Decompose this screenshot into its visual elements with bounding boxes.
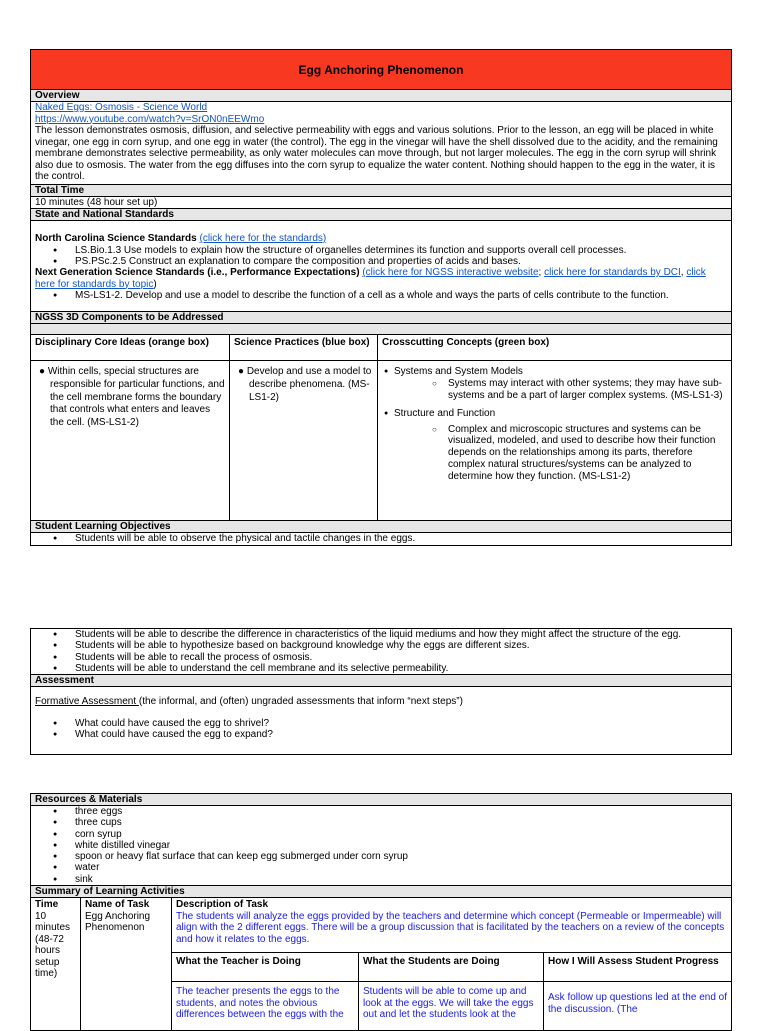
dci-text: Within cells, special structures are responsible for particular functions, and the cell membrane forms the boundary that controls what enters and leaves the cell. (MS-LS1-2): [47, 366, 225, 428]
ngss-standards-label: Next Generation Science Standards (i.e., Performance Expectations): [35, 267, 360, 279]
overview-text: The lesson demonstrates osmosis, diffusion, and selective permeability with eggs and various solutions. Prior to the lesson, an egg will be placed in white vinegar, one egg in corn syrup, and one egg in water (the control). The egg in the vinegar will have the shell dissolved due to the acidity, and the remaining membrane demonstrates selective permeability, as only water molecules can move through, but not larger molecules. The egg in the corn syrup will shrink also due to osmosis. The water from the egg diffuses into the corn syrup to equalize the water content. Nothing should happen to the egg in the water, it is the control.: [35, 125, 718, 182]
students-column-header: What the Students are Doing: [359, 953, 544, 981]
list-item: ● three eggs: [75, 806, 727, 817]
objectives-continued: [30, 628, 732, 675]
video-url-link[interactable]: https://www.youtube.com/watch?v=SrON0nEEWmo: [35, 113, 265, 125]
summary-table: [30, 898, 732, 1031]
teacher-column-header: What the Teacher is Doing: [172, 953, 359, 981]
list-item: ● What could have caused the egg to expand?: [75, 729, 727, 740]
ngss3d-column-content: [30, 361, 732, 521]
assessment-header: Assessment: [30, 675, 732, 687]
standards-header: State and National Standards: [30, 209, 732, 221]
list-item: ● water: [75, 862, 727, 873]
resources-header: Resources & Materials: [30, 793, 732, 806]
crosscutting-item-2: ● Structure and Function: [382, 408, 727, 420]
resources-body: [30, 806, 732, 886]
lesson-plan-table-page2: [30, 628, 732, 755]
list-item: ● Students will be able to understand the cell membrane and its selective permeability.: [75, 663, 727, 674]
lesson-plan-table-page3: [30, 793, 732, 1031]
lesson-plan-table-page1: [30, 49, 732, 546]
objectives-list: [35, 533, 727, 544]
teacher-activity: The teacher presents the eggs to the students, and notes the obvious differences between the eggs with the: [172, 982, 359, 1030]
time-header: Time: [35, 899, 59, 911]
title-bar: [30, 49, 732, 90]
objectives-body: [30, 533, 732, 545]
assess-activity: Ask follow up questions led at the end of the discussion. (The: [548, 992, 728, 1015]
ngss3d-header: NGSS 3D Components to be Addressed: [30, 312, 732, 324]
time-value: 10 minutes (48-72 hours setup time): [35, 910, 71, 980]
total-time-header: Total Time: [30, 185, 732, 197]
crosscutting-cell: [378, 361, 731, 520]
dci-cell: ● Within cells, special structures are responsible for particular functions, and the cell membrane forms the boundary that controls what enters and leaves the cell. (MS-LS1-2): [31, 361, 230, 520]
video-title-link[interactable]: Naked Eggs: Osmosis - Science World: [35, 102, 208, 113]
list-item: ● spoon or heavy flat surface that can keep egg submerged under corn syrup: [75, 851, 727, 862]
formative-label: Formative Assessment: [35, 696, 139, 708]
list-item: ● What could have caused the egg to shrivel?: [75, 718, 727, 729]
task-cell: [81, 898, 172, 1030]
dci-column-header: Disciplinary Core Ideas (orange box): [31, 335, 230, 360]
standards-body: North Carolina Science Standards (click here for the standards) ● LS.Bio.1.3 Use models to explain how the structure of organelles determines its function and supports overall cell processes. ● PS.PSc.2.5 Construct an explanation to compare the composition and properties of acids and bases. Next Generation Science Standards (i.e., Performance Expectations) (click here for NGSS interactive website; click here for standards by DCI, click here for standards by topic) ● MS-LS1-2. Develop and use a model to describe the function of a cell as a whole and ways the parts of cells contribute to the function.: [30, 221, 732, 312]
practices-column-header: Science Practices (blue box): [230, 335, 378, 360]
list-item: ● MS-LS1-2. Develop and use a model to describe the function of a cell as a whole and ways the parts of cells contribute to the function.: [75, 290, 727, 301]
list-item: ● white distilled vinegar: [75, 840, 727, 851]
nc-standards-list: [35, 245, 727, 268]
assessment-questions: [35, 718, 727, 741]
objectives-header: Student Learning Objectives: [30, 521, 732, 533]
resources-list: [35, 806, 727, 885]
page-title: Egg Anchoring Phenomenon: [298, 62, 464, 77]
students-activity: Students will be able to come up and look at the eggs. We will take the eggs out and let the students look at the: [359, 982, 544, 1030]
task-value: Egg Anchoring Phenomenon: [85, 910, 151, 934]
list-item: ● three cups: [75, 817, 727, 828]
crosscutting-item-1: ● Systems and System Models: [382, 366, 727, 378]
list-item: ● Students will be able to recall the process of osmosis.: [75, 652, 727, 663]
overview-header: Overview: [30, 90, 732, 102]
activity-column-headers: [172, 953, 731, 982]
nc-standards-label: North Carolina Science Standards: [35, 233, 197, 244]
nc-standards-link[interactable]: (click here for the standards): [199, 233, 327, 244]
crosscutting-column-header: Crosscutting Concepts (green box): [382, 337, 550, 349]
ngss-standards-list: [35, 290, 727, 301]
list-item: ● Students will be able to observe the physical and tactile changes in the eggs.: [75, 533, 727, 544]
ngss3d-spacer: [30, 324, 732, 335]
description-cell: [172, 898, 731, 1030]
ngss-dci-link[interactable]: click here for standards by DCI: [544, 267, 681, 279]
crosscutting-sub-1: ○ Systems may interact with other systems; they may have sub-systems and be a part of larger complex systems. (MS-LS1-3): [382, 378, 727, 402]
overview-body: [30, 102, 732, 185]
assess-column-header: How I Will Assess Student Progress: [548, 956, 719, 968]
total-time-value: 10 minutes (48 hour set up): [30, 197, 732, 210]
ngss-website-link[interactable]: (click here for NGSS interactive website: [362, 267, 539, 279]
ngss3d-column-headers: [30, 335, 732, 361]
list-item: ● Students will be able to describe the difference in characteristics of the liquid mediums and how they might affect the structure of the egg.: [75, 629, 727, 640]
summary-header: Summary of Learning Activities: [30, 886, 732, 898]
formative-description: (the informal, and (often) ungraded assessments that inform “next steps”): [138, 696, 463, 708]
practices-text: Develop and use a model to describe phenomena. (MS-LS1-2): [246, 366, 372, 403]
assessment-body: [30, 687, 732, 755]
task-header: Name of Task: [85, 899, 150, 911]
time-cell: [31, 898, 81, 1030]
practices-cell: ● Develop and use a model to describe phenomena. (MS-LS1-2): [230, 361, 378, 520]
ngss-topic-link[interactable]: click here for standards by topic: [35, 267, 706, 290]
crosscutting-sub-2: ○ Complex and microscopic structures and systems can be visualized, modeled, and used to describe how their function depends on the relationships among its parts, therefore complex natural structures/systems can be analyzed to determine how they function. (MS-LS1-2): [382, 424, 727, 483]
description-value: The students will analyze the eggs provided by the teachers and determine which concept (Permeable or Impermeable) will align with the 2 different eggs. There will be a group discussion that is facilitated by the teachers on a review of the concepts and how it relates to the eggs.: [176, 910, 725, 945]
description-header: Description of Task: [176, 899, 269, 911]
list-item: ● LS.Bio.1.3 Use models to explain how the structure of organelles determines its function and supports overall cell processes.: [75, 245, 727, 256]
objectives-list-continued: [35, 629, 727, 674]
list-item: ● PS.PSc.2.5 Construct an explanation to compare the composition and properties of acids and bases.: [75, 256, 727, 267]
list-item: ● sink: [75, 874, 727, 885]
list-item: ● corn syrup: [75, 829, 727, 840]
list-item: ● Students will be able to hypothesize based on background knowledge why the eggs are different sizes.: [75, 640, 727, 651]
activity-row: [172, 982, 731, 1030]
